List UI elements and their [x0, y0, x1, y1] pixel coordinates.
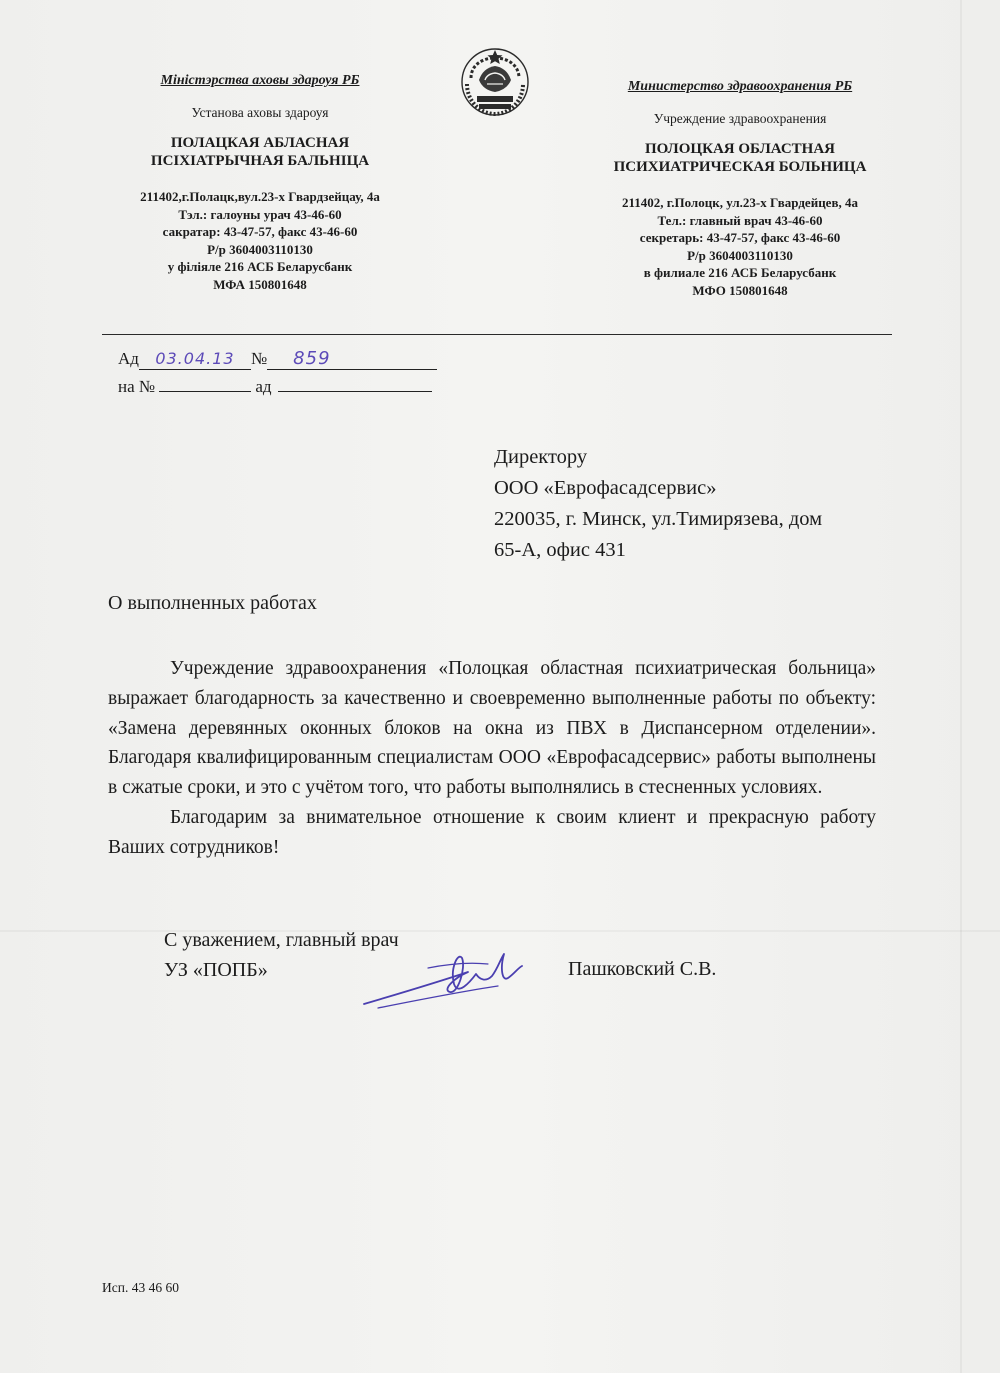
letterhead-russian: [590, 78, 890, 299]
letter-body: [108, 654, 876, 863]
recipient-block: [494, 442, 822, 566]
org-name-ru-line2: ПСИХИАТРИЧЕСКАЯ БОЛЬНИЦА: [613, 159, 867, 175]
state-emblem-icon: [457, 44, 533, 120]
org-name-ru-line1: ПОЛОЦКАЯ ОБЛАСТНАЯ: [644, 141, 836, 157]
account-by: Р/р 3604003110130: [207, 241, 313, 257]
closing-institution: УЗ «ПОПБ»: [164, 959, 268, 981]
ministry-name-by: Міністэрства аховы здароуя РБ: [160, 73, 360, 88]
institution-type-by: Установа аховы здароуя: [191, 105, 329, 120]
number-value: 859: [293, 348, 331, 369]
reply-date-label: ад: [255, 377, 272, 396]
mfo-by: МФА 150801648: [213, 276, 307, 292]
paper-fold-vertical: [960, 0, 962, 1373]
phone-chief-ru: Тел.: главный врач 43-46-60: [657, 212, 823, 228]
reply-number-field: [159, 373, 251, 392]
recipient-company: ООО «Еврофасадсервис»: [494, 477, 717, 499]
recipient-address-line1: 220035, г. Минск, ул.Тимирязева, дом: [494, 508, 823, 530]
date-label: Ад: [118, 349, 139, 368]
address-by: 211402,г.Полацк,вул.23-х Гвардзейцау, 4а: [140, 189, 380, 204]
date-field: [139, 349, 251, 370]
recipient-address-line2: 65-А, офис 431: [494, 539, 626, 561]
recipient-title: Директору: [494, 446, 588, 468]
org-details-ru: [590, 194, 890, 299]
bank-ru: в филиале 216 АСБ Беларусбанк: [643, 265, 837, 280]
letter-subject: О выполненных работах: [108, 592, 317, 614]
number-label: №: [250, 349, 268, 368]
ministry-name-ru: Министерство здравоохранения РБ: [627, 79, 853, 94]
letterhead-belarusian: [110, 72, 410, 293]
org-name-ru: [590, 140, 890, 176]
header-divider: [102, 334, 892, 335]
signer-name: Пашковский С.В.: [568, 958, 717, 980]
institution-type-ru: Учреждение здравоохранения: [653, 111, 827, 126]
paper-fold-horizontal: [0, 930, 1000, 932]
phone-secretary-by: сакратар: 43-47-57, факс 43-46-60: [162, 224, 358, 239]
phone-chief-by: Тэл.: галоуны урач 43-46-60: [178, 206, 342, 222]
closing-position: С уважением, главный врач: [164, 929, 399, 951]
org-details-by: [110, 188, 410, 293]
registration-line-outgoing: [118, 348, 437, 370]
org-name-by-line1: ПОЛАЦКАЯ АБЛАСНАЯ: [170, 135, 350, 151]
address-ru: 211402, г.Полоцк, ул.23-х Гвардейцев, 4а: [622, 195, 858, 210]
date-value: 03.04.13: [155, 349, 235, 368]
body-paragraph: Благодарим за внимательное отношение к своим клиент и прекрасную работу Ваших сотрудников!: [108, 806, 876, 858]
body-paragraph: Учреждение здравоохранения «Полоцкая областная психиатрическая больница» выражает благодарность за качественно и своевременно выполненные работы по объекту: «Замена деревянных оконных блоков на окна из ПВХ в Диспансерном отделении». Благодаря квалифицированным специалистам ООО «Еврофасадсервис» работы выполнены в сжатые сроки, и это с учётом того, что работы выполнялись в стесненных условиях.: [108, 658, 876, 799]
registration-line-reply: [118, 373, 432, 397]
bank-by: у філіяле 216 АСБ Беларусбанк: [167, 259, 353, 274]
executor-note: Исп. 43 46 60: [102, 1280, 179, 1295]
reply-date-field: [278, 373, 432, 392]
number-field: [267, 348, 437, 370]
org-name-by-line2: ПСІХІАТРЫЧНАЯ БАЛЬНІЦА: [150, 153, 370, 169]
phone-secretary-ru: секретарь: 43-47-57, факс 43-46-60: [639, 230, 841, 245]
account-ru: Р/р 3604003110130: [687, 247, 793, 263]
org-name-by: [110, 134, 410, 170]
handwritten-signature-icon: [358, 938, 558, 1018]
mfo-ru: МФО 150801648: [692, 282, 788, 298]
reply-number-label: на №: [118, 377, 156, 396]
